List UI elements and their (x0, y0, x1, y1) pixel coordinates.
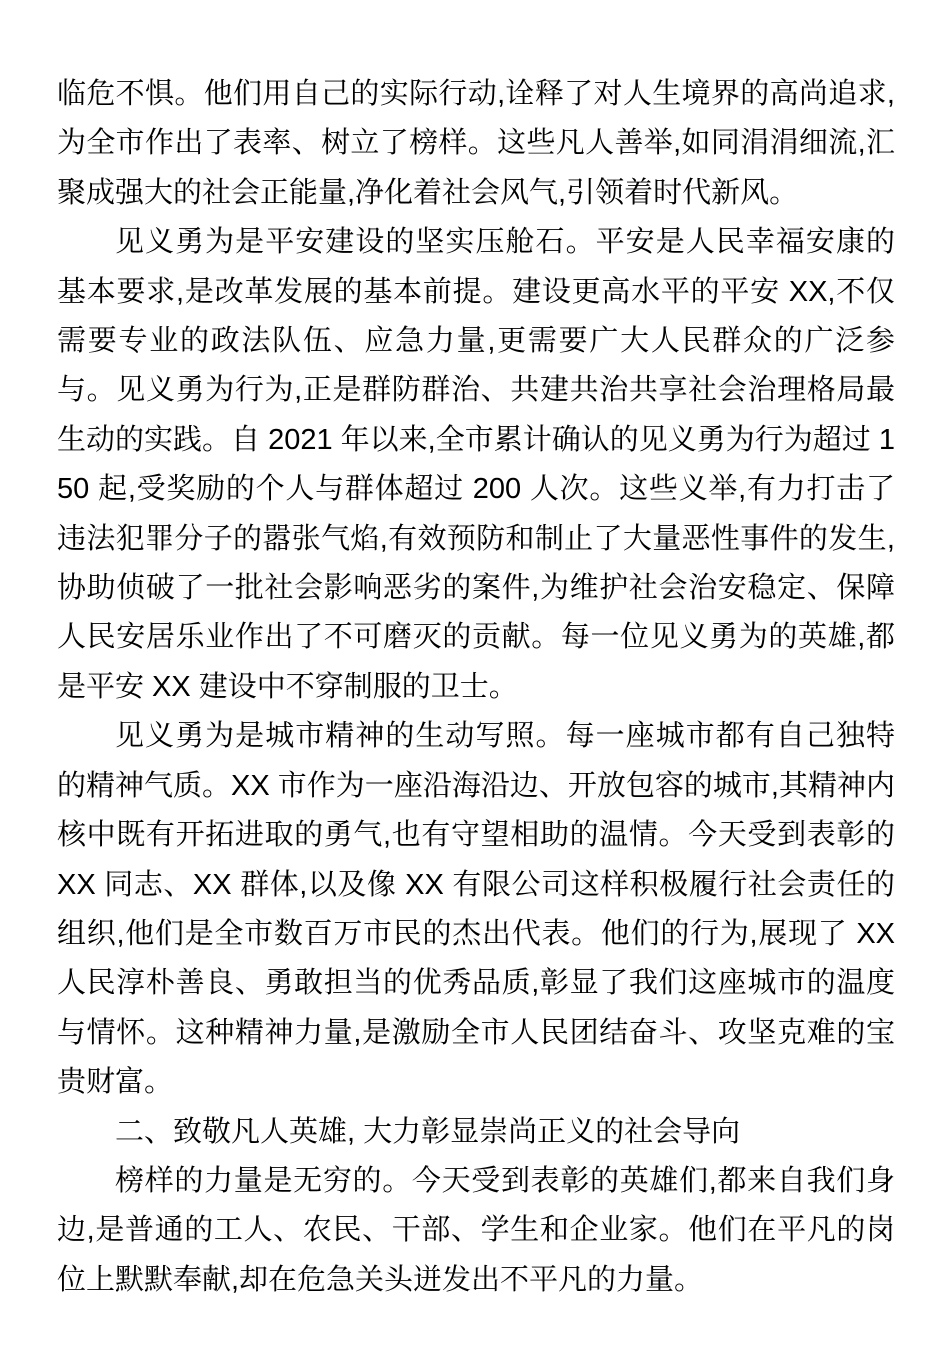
paragraph-continuation: 临危不惧。他们用自己的实际行动,诠释了对人生境界的高尚追求,为全市作出了表率、树立了榜样。这些凡人善举,如同涓涓细流,汇聚成强大的社会正能量,净化着社会风气,引领着时代新风。 (57, 78, 895, 209)
paragraph: 见义勇为是城市精神的生动写照。每一座城市都有自己独特的精神气质。XX 市作为一座沿海沿边、开放包容的城市,其精神内核中既有开拓进取的勇气,也有守望相助的温情。今天受到表彰的 XX 同志、XX 群体,以及像 XX 有限公司这样积极履行社会责任的组织,他们是全市数百万市民的杰出代表。他们的行为,展现了 XX 人民淳朴善良、勇敢担当的优秀品质,彰显了我们这座城市的温度与情怀。这种精神力量,是激励全市人民团结奋斗、攻坚克难的宝贵财富。 (57, 720, 895, 1099)
paragraph: 榜样的力量是无穷的。今天受到表彰的英雄们,都来自我们身边,是普通的工人、农民、干部、学生和企业家。他们在平凡的岗位上默默奉献,却在危急关头迸发出不平凡的力量。 (57, 1164, 895, 1296)
paragraph: 见义勇为是平安建设的坚实压舱石。平安是人民幸福安康的基本要求,是改革发展的基本前提。建设更高水平的平安 XX,不仅需要专业的政法队伍、应急力量,更需要广大人民群众的广泛参与。见义勇为行为,正是群防群治、共建共治共享社会治理格局最生动的实践。自 2021 年以来,全市累计确认的见义勇为行为超过 150 起,受奖励的个人与群体超过 200 人次。这些义举,有力打击了违法犯罪分子的嚣张气焰,有效预防和制止了大量恶性事件的发生,协助侦破了一批社会影响恶劣的案件,为维护社会治安稳定、保障人民安居乐业作出了不可磨灭的贡献。每一位见义勇为的英雄,都是平安 XX 建设中不穿制服的卫士。 (57, 226, 895, 703)
section-heading: 二、致敬凡人英雄, 大力彰显崇尚正义的社会导向 (115, 1115, 741, 1148)
